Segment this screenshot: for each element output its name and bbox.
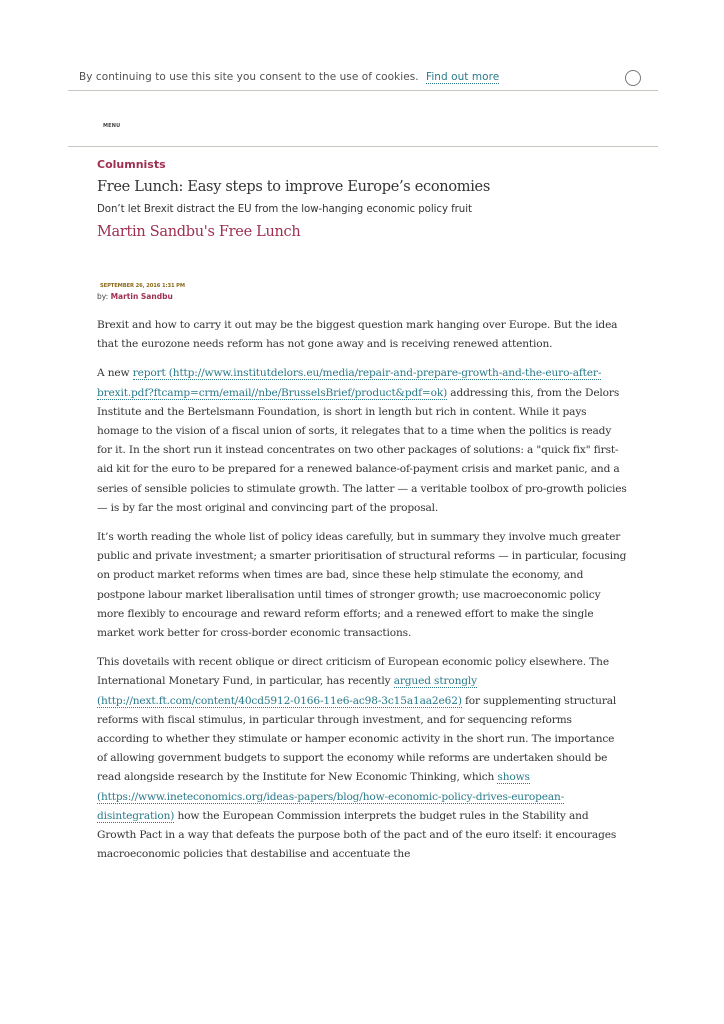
paragraph-4 (97, 653, 627, 864)
navigation-bar (68, 90, 658, 147)
byline (97, 291, 185, 302)
paragraph-text: Brexit and how to carry it out may be the biggest question mark hanging over Europe. But the idea that the eurozone needs reform has not gone away and is receiving renewed attention. (97, 319, 618, 351)
section-link-columnists[interactable]: Columnists (97, 158, 166, 171)
cookie-message-text: By continuing to use this site you consent to the use of cookies. (79, 71, 419, 83)
menu-button[interactable]: MENU (103, 123, 121, 129)
cookie-message (79, 71, 499, 83)
circle-close-icon[interactable] (625, 70, 641, 86)
paragraph-2 (97, 364, 627, 518)
paragraph-text: addressing this, from the Delors Institute and the Bertelsmann Foundation, is short in length but rich in content. While it pays homage to the vision of a fiscal union of sorts, it relegates that to a time when the politics is ready for it. In the short run it instead concentrates on two other packages of solutions: a "quick fix" first-aid kit for the euro to be prepared for a renewed balance-of-payment crisis and market panic, and a series of sensible policies to stimulate growth. The latter — a veritable toolbox of pro-growth policies — is by far the most original and convincing part of the proposal. (97, 386, 627, 514)
paragraph-3 (97, 528, 627, 643)
paragraph-1 (97, 316, 627, 354)
paragraph-text: It’s worth reading the whole list of policy ideas carefully, but in summary they involve much greater public and private investment; a smarter prioritisation of structural reforms — in particular, focusing on product market reforms when times are bad, since these help stimulate the economy, and postpone labour market liberalisation until times of stronger growth; use macroeconomic policy more flexibly to encourage and reward reform efforts; and a renewed effort to make the single market work better for cross-border economic transactions. (97, 531, 627, 640)
paragraph-text: A new (97, 367, 133, 380)
argued-strongly-link[interactable]: argued strongly (http://next.ft.com/content/40cd5912-0166-11e6-ac98-3c15a1aa2e62) (97, 675, 477, 707)
paragraph-text: how the European Commission interprets the budget rules in the Stability and Growth Pact in a way that defeats the purpose both of the pact and of the euro itself: it encourages macroeconomic policies that destabilise and accentuate the (97, 809, 617, 861)
article-standfirst: Don’t let Brexit distract the EU from the low-hanging economic policy fruit (97, 204, 472, 215)
article-body (97, 316, 627, 874)
publish-date: SEPTEMBER 26, 2016 1:31 PM (100, 283, 185, 289)
shows-link[interactable]: shows (https://www.ineteconomics.org/ideas-papers/blog/how-economic-policy-drives-european-disintegration) (97, 771, 565, 822)
byline-prefix: by: (97, 292, 109, 301)
paragraph-text: for supplementing structural reforms with fiscal stimulus, in particular through investment, and for sequencing reforms according to whether they stimulate or hamper economic activity in the short run. The importance of allowing government budgets to support the economy while reforms are undertaken should be read alongside research by the Institute for New Economic Thinking, which (97, 694, 617, 784)
article-headline: Free Lunch: Easy steps to improve Europe’s economies (97, 179, 490, 195)
article-header (97, 155, 627, 243)
find-out-more-link[interactable]: Find out more (426, 71, 500, 83)
series-title-link[interactable]: Martin Sandbu's Free Lunch (97, 224, 301, 240)
paragraph-text: This dovetails with recent oblique or direct criticism of European economic policy elsewhere. The International Monetary Fund, in particular, has recently (97, 656, 609, 688)
article-meta (97, 282, 185, 302)
cookie-consent-bar (68, 62, 658, 91)
author-link[interactable]: Martin Sandbu (110, 292, 173, 301)
report-link[interactable]: report (http://www.institutdelors.eu/media/repair-and-prepare-growth-and-the-euro-after-brexit.pdf?ftcamp=crm/email//nbe/BrusselsBrief/product&pdf=ok) (97, 367, 602, 399)
